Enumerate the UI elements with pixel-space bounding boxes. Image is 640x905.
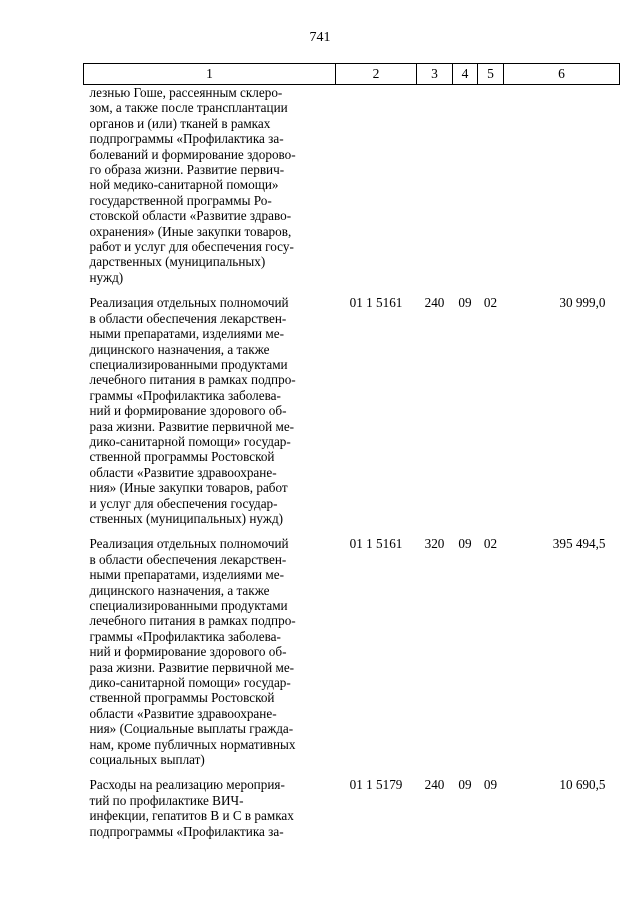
- description-line: подпрограммы «Профилактика за-: [89, 823, 284, 839]
- table-row: [84, 767, 620, 839]
- description-line: ний и формирование здорового об-: [89, 403, 287, 419]
- description-line: стовской области «Развитие здраво-: [89, 208, 292, 224]
- row-subsection: 02: [483, 536, 498, 552]
- description-line: дицинского назначения, а также: [89, 341, 270, 357]
- page-number: 741: [309, 30, 331, 45]
- description-line: ственных (муниципальных) нужд): [89, 510, 284, 526]
- description-line: Реализация отдельных полномочий: [89, 295, 289, 311]
- row-subsection: [478, 85, 504, 286]
- row-description: [84, 285, 336, 526]
- description-line: граммы «Профилактика заболева-: [89, 628, 281, 644]
- description-line: ными препаратами, изделиями ме-: [89, 326, 284, 342]
- description-line: социальных выплат): [89, 752, 205, 768]
- description-line: лечебного питания в рамках подпро-: [89, 613, 296, 629]
- description-line: специализированными продуктами: [89, 356, 288, 372]
- description-line: лечебного питания в рамках подпро-: [89, 372, 296, 388]
- description-line: ния» (Иные закупки товаров, работ: [89, 480, 288, 496]
- row-expense-type: 240: [424, 777, 445, 793]
- row-target-code: [336, 85, 417, 286]
- description-line: области «Развитие здравоохране-: [89, 464, 277, 480]
- row-section: 09: [458, 295, 472, 311]
- row-amount: [504, 85, 620, 286]
- row-target-code: 01 1 5179: [349, 777, 403, 793]
- budget-table: [83, 63, 620, 839]
- description-line: ственной программы Ростовской: [89, 449, 275, 465]
- table-body: [84, 85, 620, 840]
- description-line: раза жизни. Развитие первичной ме-: [89, 418, 295, 434]
- column-header-1: 1: [84, 64, 336, 85]
- description-line: раза жизни. Развитие первичной ме-: [89, 659, 295, 675]
- table-row: [84, 285, 620, 526]
- column-header-3: 3: [417, 64, 453, 85]
- description-line: дарственных (муниципальных): [89, 254, 266, 270]
- description-line: ными препаратами, изделиями ме-: [89, 567, 284, 583]
- description-line: Расходы на реализацию мероприя-: [89, 777, 285, 793]
- description-line: нам, кроме публичных нормативных: [89, 736, 296, 752]
- description-line: органов и (или) тканей в рамках: [89, 115, 271, 131]
- description-line: Реализация отдельных полномочий: [89, 536, 289, 552]
- row-amount: 30 999,0: [559, 295, 606, 311]
- column-header-5: 5: [478, 64, 504, 85]
- row-expense-type: [417, 85, 453, 286]
- description-line: в области обеспечения лекарствен-: [89, 551, 287, 567]
- row-description: [84, 526, 336, 767]
- description-line: ственной программы Ростовской: [89, 690, 275, 706]
- description-line: дико-санитарной помощи» государ-: [89, 433, 291, 449]
- description-line: и услуг для обеспечения государ-: [89, 495, 278, 511]
- description-line: го образа жизни. Развитие первич-: [89, 162, 285, 178]
- description-line: дицинского назначения, а также: [89, 582, 270, 598]
- description-line: зом, а также после трансплантации: [89, 100, 288, 116]
- description-line: государственной программы Ро-: [89, 192, 272, 208]
- row-amount: 10 690,5: [559, 777, 606, 793]
- row-amount: 395 494,5: [552, 536, 606, 552]
- description-line: подпрограммы «Профилактика за-: [89, 131, 284, 147]
- row-subsection: 02: [483, 295, 498, 311]
- column-header-4: 4: [453, 64, 478, 85]
- description-line: ния» (Социальные выплаты гражда-: [89, 721, 294, 737]
- description-line: тий по профилактике ВИЧ-: [89, 792, 244, 808]
- description-line: дико-санитарной помощи» государ-: [89, 675, 291, 691]
- description-line: ний и формирование здорового об-: [89, 644, 287, 660]
- table-row: [84, 526, 620, 767]
- row-expense-type: 320: [424, 536, 445, 552]
- description-line: в области обеспечения лекарствен-: [89, 310, 287, 326]
- description-line: болеваний и формирование здорово-: [89, 146, 296, 162]
- row-section: 09: [458, 536, 472, 552]
- column-header-6: 6: [504, 64, 620, 85]
- description-line: ной медико-санитарной помощи»: [89, 177, 279, 193]
- description-line: нужд): [89, 269, 124, 285]
- row-section: [453, 85, 478, 286]
- row-target-code: 01 1 5161: [349, 295, 403, 311]
- description-line: области «Развитие здравоохране-: [89, 705, 277, 721]
- description-line: инфекции, гепатитов В и С в рамках: [89, 808, 294, 824]
- row-description: [84, 85, 336, 286]
- table-row: [84, 85, 620, 286]
- description-line: граммы «Профилактика заболева-: [89, 387, 281, 403]
- row-description: [84, 767, 336, 839]
- description-line: охранения» (Иные закупки товаров,: [89, 223, 292, 239]
- row-expense-type: 240: [424, 295, 445, 311]
- row-section: 09: [458, 777, 472, 793]
- row-target-code: 01 1 5161: [349, 536, 403, 552]
- row-subsection: 09: [483, 777, 498, 793]
- column-header-2: 2: [336, 64, 417, 85]
- table-header-row: [84, 64, 620, 85]
- description-line: специализированными продуктами: [89, 598, 288, 613]
- description-line: лезнью Гоше, рассеянным склеро-: [89, 85, 283, 100]
- description-line: работ и услуг для обеспечения госу-: [89, 239, 294, 255]
